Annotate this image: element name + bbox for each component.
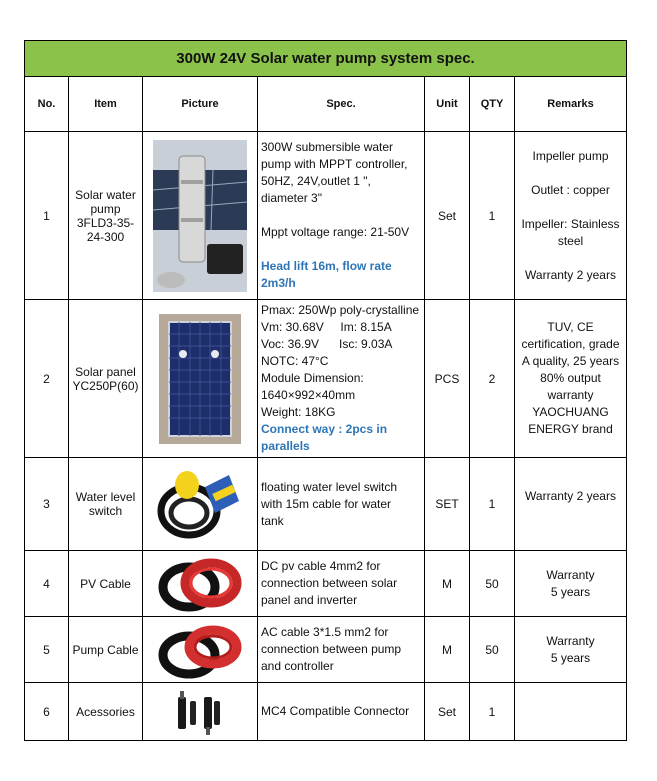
row-unit: M [425,551,470,617]
float-switch-photo [143,458,258,551]
spec-line: MC4 Compatible Connector [261,704,410,718]
header-row [25,77,627,132]
table-row [25,683,627,741]
spec-highlight: Head lift 16m, flow rate [261,259,392,273]
spec-line: Module Dimension: [261,371,364,385]
table-row [25,551,627,617]
table-title: 300W 24V Solar water pump system spec. [25,41,627,77]
spec-line: Vm: 30.68V Im: 8.15A [261,320,392,334]
row-remarks [515,300,627,458]
row-spec [258,617,425,683]
table-row [25,132,627,300]
remark-line: Outlet : copper [531,182,610,197]
spec-line: NOTC: 47°C [261,354,329,368]
row-item: Solar water pump 3FLD3-35-24-300 [69,132,143,300]
row-unit: M [425,617,470,683]
row-qty: 2 [470,300,515,458]
spec-line: 300W submersible water [261,140,394,154]
row-remarks [515,458,627,551]
spec-line: 50HZ, 24V,outlet 1 ", [261,174,371,188]
header-picture: Picture [143,77,258,132]
row-unit: Set [425,132,470,300]
row-item: Pump Cable [69,617,143,683]
remark-line: TUV, CE certification, grade A quality, 25 years 80% output warranty YAOCHUANG ENERGY brand [521,320,620,436]
row-no: 5 [25,617,69,683]
spec-line: DC pv cable 4mm2 for [261,559,381,573]
spec-highlight: 2m3/h [261,276,296,290]
row-spec [258,132,425,300]
row-spec [258,300,425,458]
pump-cable-icon [155,621,245,679]
row-spec [258,458,425,551]
row-qty: 50 [470,617,515,683]
row-no: 2 [25,300,69,458]
header-unit: Unit [425,77,470,132]
pv-cable-icon [155,555,245,613]
row-no: 3 [25,458,69,551]
spec-highlight: Connect way : 2pcs in [261,422,388,436]
spec-line: pump with MPPT controller, [261,157,408,171]
spec-line: AC cable 3*1.5 mm2 for [261,625,389,639]
header-spec: Spec. [258,77,425,132]
header-remarks: Remarks [515,77,627,132]
mc4-connector-icon [170,689,230,735]
spec-line: 1640×992×40mm [261,388,356,402]
table-row [25,300,627,458]
header-item: Item [69,77,143,132]
row-item: Acessories [69,683,143,741]
header-qty: QTY [470,77,515,132]
row-remarks [515,617,627,683]
spec-highlight: parallels [261,439,310,453]
spec-line: diameter 3" [261,191,322,205]
spec-line: Pmax: 250Wp poly-crystalline [261,303,420,317]
solar-panel-photo [143,300,258,458]
pump-image-icon [153,140,247,292]
row-item: PV Cable [69,551,143,617]
row-remarks [515,132,627,300]
remark-line: Warranty 2 years [525,489,616,503]
row-no: 6 [25,683,69,741]
remark-line: Warranty [546,633,595,648]
row-spec [258,683,425,741]
solar-panel-icon [159,314,241,444]
table-row [25,617,627,683]
spec-line: and controller [261,659,334,673]
row-unit: Set [425,683,470,741]
remark-line: Warranty 2 years [525,267,616,282]
row-qty: 1 [470,458,515,551]
header-no: No. [25,77,69,132]
row-no: 1 [25,132,69,300]
spec-table [24,40,627,741]
row-unit: PCS [425,300,470,458]
spec-line: connection between solar [261,576,398,590]
remark-line: 5 years [550,650,591,665]
solar-water-pump-photo [143,132,258,300]
spec-line: with 15m cable for water [261,496,392,511]
spec-line: Voc: 36.9V Isc: 9.03A [261,337,393,351]
pump-cable-photo [143,617,258,683]
row-spec [258,551,425,617]
remark-line: 5 years [550,584,591,599]
float-switch-icon [157,467,243,541]
row-item: Water level switch [69,458,143,551]
row-qty: 1 [470,132,515,300]
spec-line: floating water level switch [261,479,398,494]
row-remarks [515,683,627,741]
row-item: Solar panel YC250P(60) [69,300,143,458]
row-qty: 50 [470,551,515,617]
row-qty: 1 [470,683,515,741]
row-unit: SET [425,458,470,551]
spec-line: Weight: 18KG [261,405,336,419]
row-remarks [515,551,627,617]
mc4-connector-photo [143,683,258,741]
spec-line: panel and inverter [261,593,358,607]
remark-line: Impeller pump [532,148,609,163]
remark-line: Warranty [546,567,595,582]
spec-line: Mppt voltage range: 21-50V [261,225,410,239]
row-no: 4 [25,551,69,617]
spec-line: connection between pump [261,642,402,656]
spec-line: tank [261,513,284,528]
remark-line: Impeller: Stainless steel [521,216,620,248]
pv-cable-photo [143,551,258,617]
table-row [25,458,627,551]
